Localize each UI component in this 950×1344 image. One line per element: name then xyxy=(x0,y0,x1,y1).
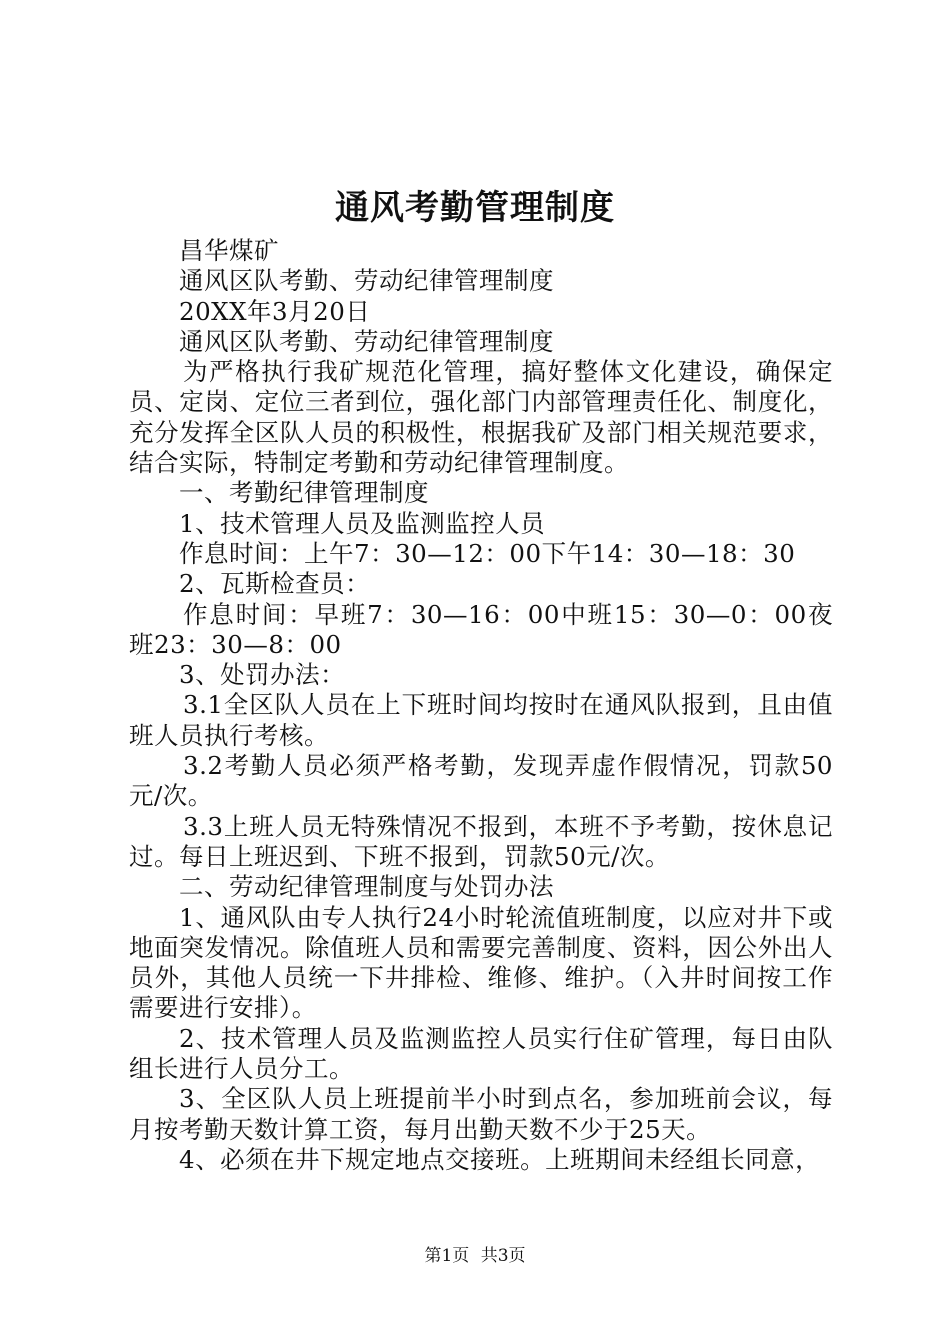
page-total: 共3页 xyxy=(480,1246,526,1266)
paragraph-item: 作息时间：早班7：30—16：00中班15：30—0：00夜班23：30—8：00 xyxy=(129,599,833,659)
paragraph-company: 昌华煤矿 xyxy=(179,236,279,265)
paragraph-subtitle: 通风区队考勤、劳动纪律管理制度 xyxy=(179,266,554,296)
paragraph-item: 2、技术管理人员及监测监控人员实行住矿管理，每日由队组长进行人员分工。 xyxy=(129,1023,833,1084)
paragraph-item: 3.3上班人员无特殊情况不报到，本班不予考勤，按休息记过。每日上班迟到、下班不报到，罚款50元/次。 xyxy=(129,811,833,871)
paragraph-item: 4、必须在井下规定地点交接班。上班期间未经组长同意， xyxy=(179,1144,821,1174)
page-number: 第1页 xyxy=(424,1246,470,1266)
paragraph-item: 作息时间：上午7：30—12：00下午14：30—18：30 xyxy=(179,538,796,568)
paragraph-intro: 为严格执行我矿规范化管理，搞好整体文化建设，确保定员、定岗、定位三者到位，强化部门内部管理责任化、制度化，充分发挥全区队人员的积极性，根据我矿及部门相关规范要求，结合实际，特制定考勤和劳动纪律管理制度。 xyxy=(129,357,833,478)
paragraph-item: 2、瓦斯检查员： xyxy=(179,569,371,599)
paragraph-item: 1、通风队由专人执行24小时轮流值班制度，以应对井下或地面突发情况。除值班人员和需要完善制度、资料，因公外出人员外，其他人员统一下井排检、维修、维护。（入井时间按工作需要进行安排）。 xyxy=(129,902,833,1023)
paragraph-item: 1、技术管理人员及监测监控人员 xyxy=(179,508,546,538)
paragraph-date: 20XX年3月20日 xyxy=(179,296,371,326)
paragraph-item: 3、全区队人员上班提前半小时到点名，参加班前会议，每月按考勤天数计算工资，每月出勤天数不少于25天。 xyxy=(129,1084,833,1144)
document-body xyxy=(129,236,833,1175)
paragraph-item: 3.2考勤人员必须严格考勤，发现弄虚作假情况，罚款50元/次。 xyxy=(129,751,833,811)
paragraph-item: 3、处罚办法： xyxy=(179,660,346,690)
page-footer xyxy=(0,1244,950,1268)
document-title: 通风考勤管理制度 xyxy=(335,188,615,228)
section-heading-1: 一、考勤纪律管理制度 xyxy=(179,478,429,508)
paragraph-subtitle-repeat: 通风区队考勤、劳动纪律管理制度 xyxy=(179,326,554,356)
paragraph-item: 3.1全区队人员在上下班时间均按时在通风队报到，且由值班人员执行考核。 xyxy=(129,690,833,750)
section-heading-2: 二、劳动纪律管理制度与处罚办法 xyxy=(179,872,554,902)
